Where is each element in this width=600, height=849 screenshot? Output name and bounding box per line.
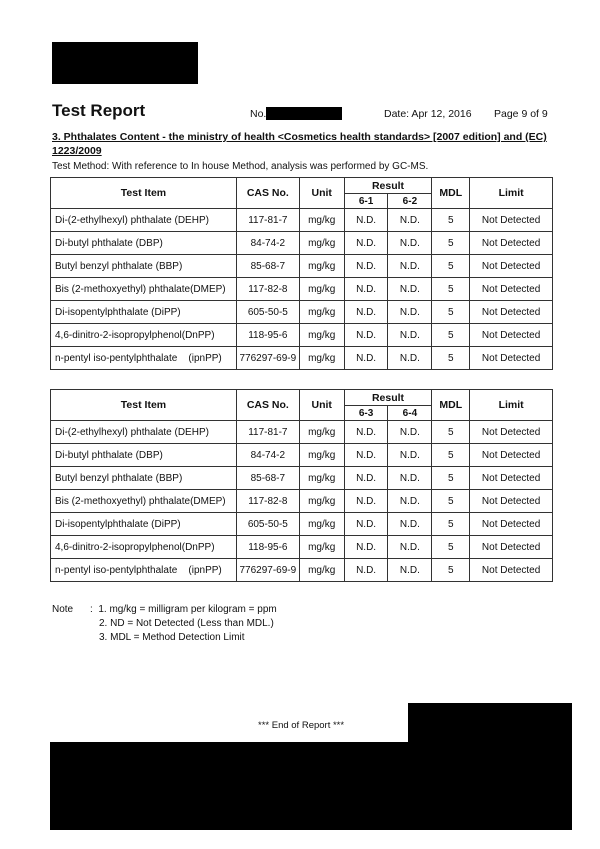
row-result: N.D.: [388, 301, 432, 324]
table-row: [51, 513, 553, 536]
row-limit: Not Detected: [470, 444, 553, 467]
row-result: N.D.: [344, 536, 388, 559]
results-table-1: [50, 177, 553, 370]
col-cas-no: CAS No.: [236, 390, 299, 421]
col-mdl: MDL: [432, 390, 470, 421]
row-result: N.D.: [388, 255, 432, 278]
section-heading: 3. Phthalates Content - the ministry of health <Cosmetics health standards> [2007 edition] and (EC) 1223/2009: [52, 131, 547, 157]
row-result: N.D.: [344, 209, 388, 232]
table-row: [51, 559, 553, 582]
row-limit: Not Detected: [470, 255, 553, 278]
row-unit: mg/kg: [299, 559, 344, 582]
row-unit: mg/kg: [299, 347, 344, 370]
row-test-item: Di-(2-ethylhexyl) phthalate (DEHP): [51, 209, 237, 232]
row-mdl: 5: [432, 347, 470, 370]
row-unit: mg/kg: [299, 324, 344, 347]
row-cas-no: 118-95-6: [236, 324, 299, 347]
row-test-item: Bis (2-methoxyethyl) phthalate(DMEP): [51, 278, 237, 301]
row-cas-no: 118-95-6: [236, 536, 299, 559]
col-test-item: Test Item: [51, 178, 237, 209]
row-result: N.D.: [388, 209, 432, 232]
row-cas-no: 605-50-5: [236, 513, 299, 536]
row-result: N.D.: [388, 232, 432, 255]
redacted-logo: [52, 42, 198, 84]
row-unit: mg/kg: [299, 421, 344, 444]
test-method: Test Method: With reference to In house Method, analysis was performed by GC-MS.: [52, 161, 429, 172]
note-item: 3. MDL = Method Detection Limit: [99, 632, 245, 643]
row-limit: Not Detected: [470, 536, 553, 559]
row-result: N.D.: [388, 559, 432, 582]
row-result: N.D.: [344, 559, 388, 582]
row-result: N.D.: [344, 255, 388, 278]
row-unit: mg/kg: [299, 536, 344, 559]
row-mdl: 5: [432, 536, 470, 559]
table-row: [51, 467, 553, 490]
table-row: [51, 232, 553, 255]
row-result: N.D.: [344, 232, 388, 255]
table-row: [51, 301, 553, 324]
row-result: N.D.: [388, 467, 432, 490]
row-result: N.D.: [388, 324, 432, 347]
table-row: [51, 421, 553, 444]
row-cas-no: 776297-69-9: [236, 347, 299, 370]
row-mdl: 5: [432, 301, 470, 324]
col-result: Result: [344, 178, 432, 194]
row-result: N.D.: [344, 513, 388, 536]
row-cas-no: 776297-69-9: [236, 559, 299, 582]
row-limit: Not Detected: [470, 467, 553, 490]
row-result: N.D.: [344, 421, 388, 444]
row-result: N.D.: [344, 467, 388, 490]
note-item: 1. mg/kg = milligram per kilogram = ppm: [98, 604, 277, 615]
row-limit: Not Detected: [470, 209, 553, 232]
row-result: N.D.: [388, 278, 432, 301]
row-test-item: Di-butyl phthalate (DBP): [51, 232, 237, 255]
end-of-report: *** End of Report ***: [258, 720, 345, 731]
row-result: N.D.: [344, 278, 388, 301]
table-row: [51, 324, 553, 347]
row-result: N.D.: [344, 347, 388, 370]
row-limit: Not Detected: [470, 559, 553, 582]
redacted-footer: [50, 742, 572, 830]
row-cas-no: 117-81-7: [236, 209, 299, 232]
row-cas-no: 117-82-8: [236, 278, 299, 301]
row-result: N.D.: [344, 490, 388, 513]
row-test-item: n-pentyl iso-pentylphthalate (ipnPP): [51, 347, 237, 370]
col-sample: 6-4: [388, 406, 432, 421]
row-unit: mg/kg: [299, 490, 344, 513]
row-cas-no: 84-74-2: [236, 232, 299, 255]
row-mdl: 5: [432, 255, 470, 278]
col-limit: Limit: [470, 178, 553, 209]
row-limit: Not Detected: [470, 301, 553, 324]
row-test-item: Di-isopentylphthalate (DiPP): [51, 301, 237, 324]
table-row: [51, 255, 553, 278]
report-date: Date: Apr 12, 2016: [384, 108, 472, 120]
row-test-item: Butyl benzyl phthalate (BBP): [51, 467, 237, 490]
row-limit: Not Detected: [470, 490, 553, 513]
redacted-report-number: [266, 107, 342, 120]
row-result: N.D.: [388, 513, 432, 536]
row-test-item: Di-(2-ethylhexyl) phthalate (DEHP): [51, 421, 237, 444]
row-test-item: Butyl benzyl phthalate (BBP): [51, 255, 237, 278]
row-mdl: 5: [432, 444, 470, 467]
col-mdl: MDL: [432, 178, 470, 209]
row-limit: Not Detected: [470, 324, 553, 347]
row-unit: mg/kg: [299, 232, 344, 255]
redacted-signature: [408, 703, 572, 745]
col-sample: 6-3: [344, 406, 388, 421]
row-mdl: 5: [432, 232, 470, 255]
row-limit: Not Detected: [470, 347, 553, 370]
row-unit: mg/kg: [299, 444, 344, 467]
col-unit: Unit: [299, 390, 344, 421]
row-limit: Not Detected: [470, 421, 553, 444]
page-number: Page 9 of 9: [494, 108, 548, 120]
row-mdl: 5: [432, 513, 470, 536]
row-mdl: 5: [432, 559, 470, 582]
row-unit: mg/kg: [299, 467, 344, 490]
table-row: [51, 347, 553, 370]
results-table-2: [50, 389, 553, 582]
report-title: Test Report: [52, 101, 146, 120]
row-limit: Not Detected: [470, 232, 553, 255]
row-mdl: 5: [432, 490, 470, 513]
note-item: 2. ND = Not Detected (Less than MDL.): [99, 618, 274, 629]
row-result: N.D.: [388, 347, 432, 370]
row-mdl: 5: [432, 278, 470, 301]
row-result: N.D.: [388, 444, 432, 467]
row-cas-no: 117-82-8: [236, 490, 299, 513]
table-row: [51, 490, 553, 513]
row-limit: Not Detected: [470, 513, 553, 536]
row-cas-no: 85-68-7: [236, 255, 299, 278]
row-mdl: 5: [432, 324, 470, 347]
row-cas-no: 605-50-5: [236, 301, 299, 324]
row-test-item: 4,6-dinitro-2-isopropylphenol(DnPP): [51, 536, 237, 559]
col-cas-no: CAS No.: [236, 178, 299, 209]
col-sample: 6-2: [388, 194, 432, 209]
row-mdl: 5: [432, 467, 470, 490]
table-row: [51, 444, 553, 467]
col-result: Result: [344, 390, 432, 406]
col-limit: Limit: [470, 390, 553, 421]
row-result: N.D.: [344, 301, 388, 324]
row-test-item: 4,6-dinitro-2-isopropylphenol(DnPP): [51, 324, 237, 347]
note-colon: :: [90, 604, 93, 615]
row-unit: mg/kg: [299, 301, 344, 324]
row-result: N.D.: [344, 444, 388, 467]
row-result: N.D.: [388, 421, 432, 444]
row-mdl: 5: [432, 209, 470, 232]
row-test-item: Di-butyl phthalate (DBP): [51, 444, 237, 467]
row-unit: mg/kg: [299, 255, 344, 278]
table-row: [51, 536, 553, 559]
row-unit: mg/kg: [299, 278, 344, 301]
row-test-item: Bis (2-methoxyethyl) phthalate(DMEP): [51, 490, 237, 513]
row-result: N.D.: [388, 490, 432, 513]
row-test-item: Di-isopentylphthalate (DiPP): [51, 513, 237, 536]
col-test-item: Test Item: [51, 390, 237, 421]
row-limit: Not Detected: [470, 278, 553, 301]
row-unit: mg/kg: [299, 209, 344, 232]
col-sample: 6-1: [344, 194, 388, 209]
table-row: [51, 278, 553, 301]
report-number-label: No.: [250, 108, 267, 120]
row-cas-no: 117-81-7: [236, 421, 299, 444]
row-result: N.D.: [344, 324, 388, 347]
row-unit: mg/kg: [299, 513, 344, 536]
row-result: N.D.: [388, 536, 432, 559]
row-cas-no: 84-74-2: [236, 444, 299, 467]
note-label: Note: [52, 604, 74, 615]
notes: [52, 603, 277, 645]
table-row: [51, 209, 553, 232]
row-test-item: n-pentyl iso-pentylphthalate (ipnPP): [51, 559, 237, 582]
col-unit: Unit: [299, 178, 344, 209]
row-cas-no: 85-68-7: [236, 467, 299, 490]
row-mdl: 5: [432, 421, 470, 444]
